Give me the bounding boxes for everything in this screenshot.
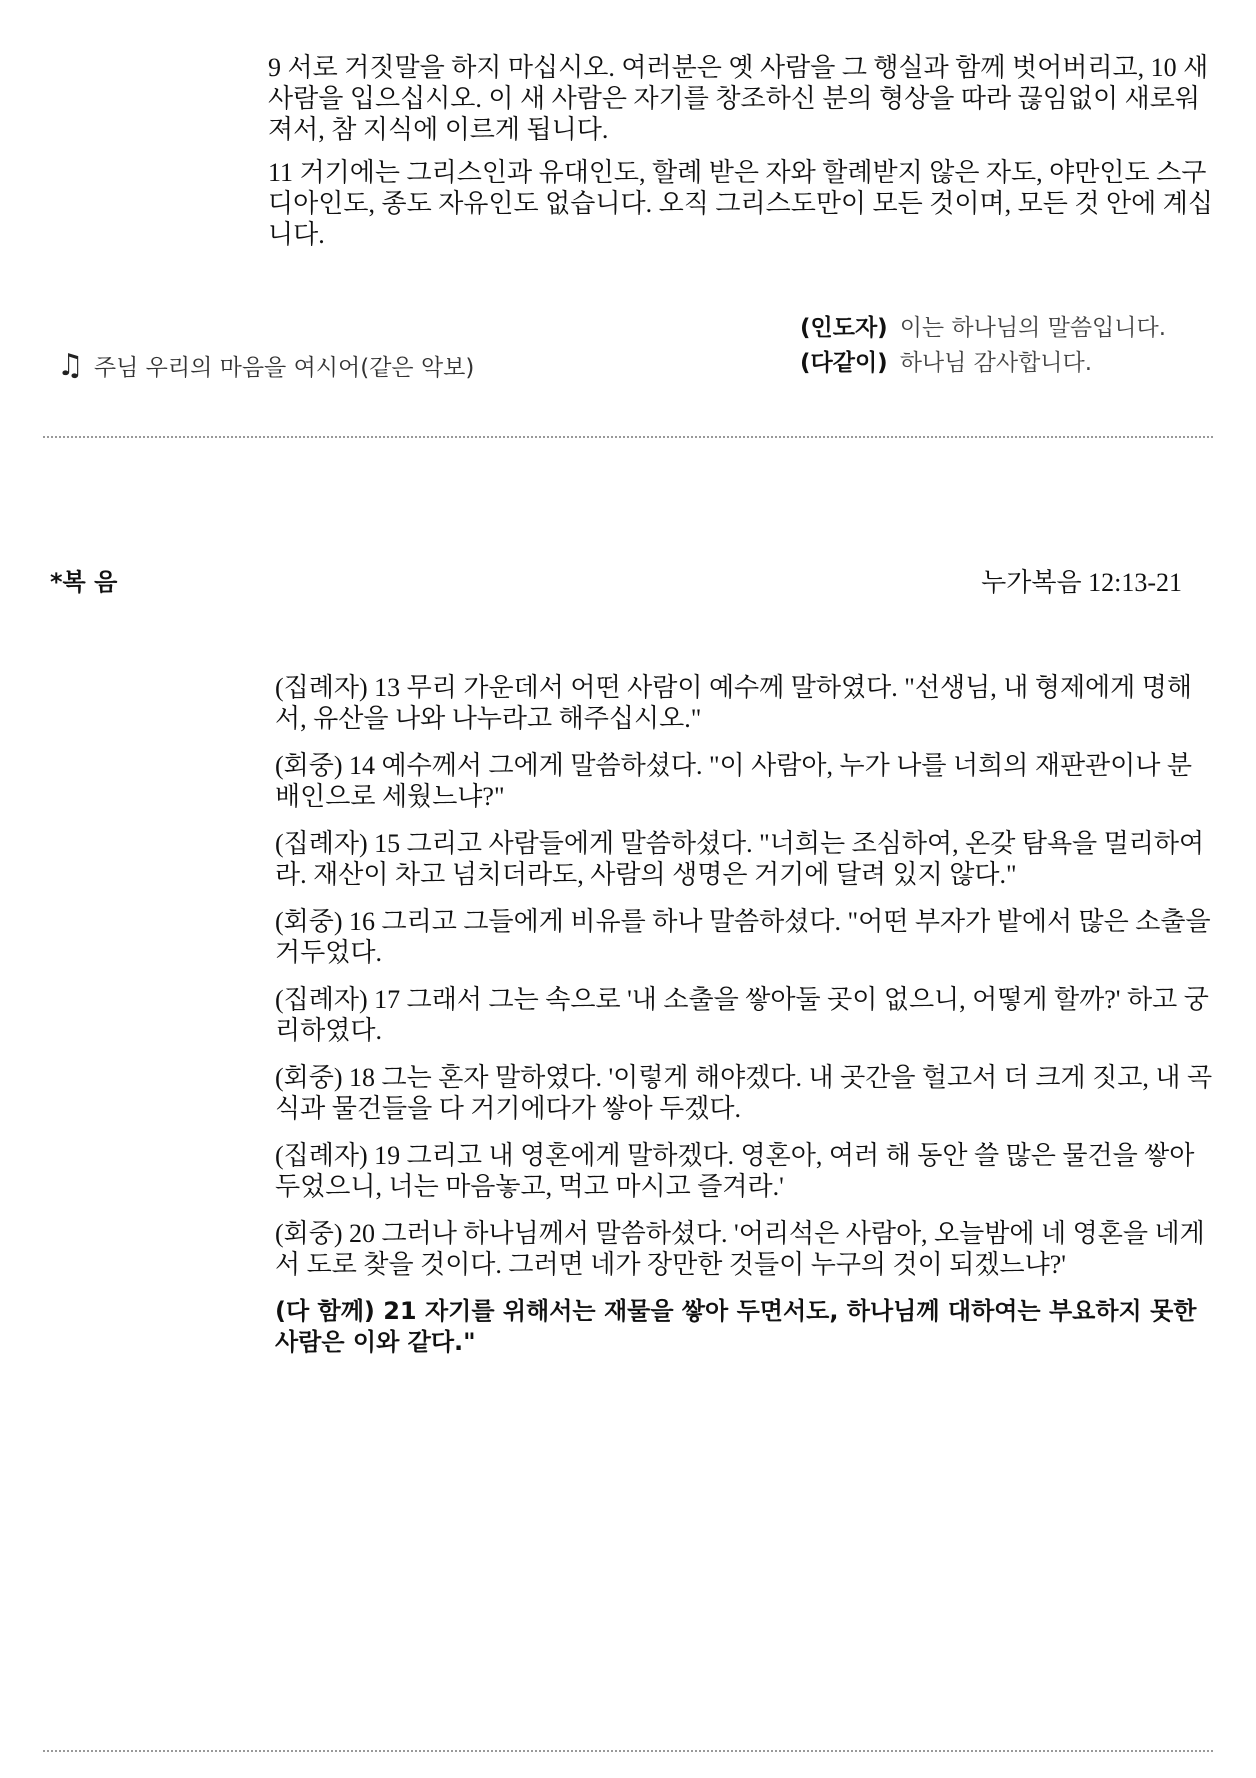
music-note-icon: ♫ [57, 348, 84, 383]
gospel-verse: (회중) 16 그리고 그들에게 비유를 하나 말씀하셨다. "어떤 부자가 밭에서 많은 소출을 거두었다. [275, 907, 1211, 967]
gospel-reference: 누가복음 12:13-21 [981, 568, 1182, 597]
response-row-all [800, 346, 1166, 381]
gospel-verse: (회중) 20 그러나 하나님께서 말씀하셨다. '어리석은 사람아, 오늘밤에 네 영혼을 네게서 도로 찾을 것이다. 그러면 네가 장만한 것들이 누구의 것이 되겠느냐?' [275, 1219, 1205, 1279]
gospel-text [275, 672, 1215, 1374]
hymn-title: 주님 우리의 마음을 여시어(같은 악보) [93, 355, 475, 381]
response-row-leader [800, 311, 1166, 346]
gospel-heading: *복 음 [50, 568, 118, 596]
response-role: (인도자) [800, 315, 888, 341]
reading-paragraph: 11 거기에는 그리스인과 유대인도, 할례 받은 자와 할례받지 않은 자도, 야만인도 스구디아인도, 종도 자유인도 없습니다. 오직 그리스도만이 모든 것이며, 모든 것 안에 계십니다. [268, 158, 1213, 249]
response-role: (다같이) [800, 350, 888, 376]
gospel-verse: (회중) 18 그는 혼자 말하였다. '이렇게 해야겠다. 내 곳간을 헐고서 더 크게 짓고, 내 곡식과 물건들을 다 거기에다가 쌓아 두겠다. [275, 1063, 1213, 1123]
gospel-verse: (집례자) 13 무리 가운데서 어떤 사람이 예수께 말하였다. "선생님, 내 형제에게 명해서, 유산을 나와 나누라고 해주십시오." [275, 673, 1193, 733]
gospel-verse: (집례자) 19 그리고 내 영혼에게 말하겠다. 영혼아, 여러 해 동안 쓸 많은 물건을 쌓아 두었으니, 너는 마음놓고, 먹고 마시고 즐겨라.' [275, 1141, 1195, 1201]
first-reading-continuation [268, 52, 1213, 262]
hymn-line [57, 348, 474, 383]
section-divider [43, 436, 1213, 438]
gospel-verse: (집례자) 17 그래서 그는 속으로 '내 소출을 쌓아둘 곳이 없으니, 어떻게 할까?' 하고 궁리하였다. [275, 985, 1209, 1045]
response-text: 하나님 감사합니다. [899, 350, 1093, 376]
responsive-reading [800, 311, 1166, 381]
page-bottom-divider [43, 1750, 1213, 1752]
gospel-verse-final: (다 함께) 21 자기를 위해서는 재물을 쌓아 두면서도, 하나님께 대하여는 부요하지 못한 사람은 이와 같다." [275, 1297, 1197, 1356]
gospel-verse: (집례자) 15 그리고 사람들에게 말씀하셨다. "너희는 조심하여, 온갖 탐욕을 멀리하여라. 재산이 차고 넘치더라도, 사람의 생명은 거기에 달려 있지 않다." [275, 829, 1205, 889]
response-text: 이는 하나님의 말씀입니다. [899, 315, 1167, 341]
gospel-verse: (회중) 14 예수께서 그에게 말씀하셨다. "이 사람아, 누가 나를 너희의 재판관이나 분배인으로 세웠느냐?" [275, 751, 1193, 811]
reading-paragraph: 9 서로 거짓말을 하지 마십시오. 여러분은 옛 사람을 그 행실과 함께 벗어버리고, 10 새 사람을 입으십시오. 이 새 사람은 자기를 창조하신 분의 형상을 따라 끊임없이 새로워져서, 참 지식에 이르게 됩니다. [268, 53, 1209, 144]
